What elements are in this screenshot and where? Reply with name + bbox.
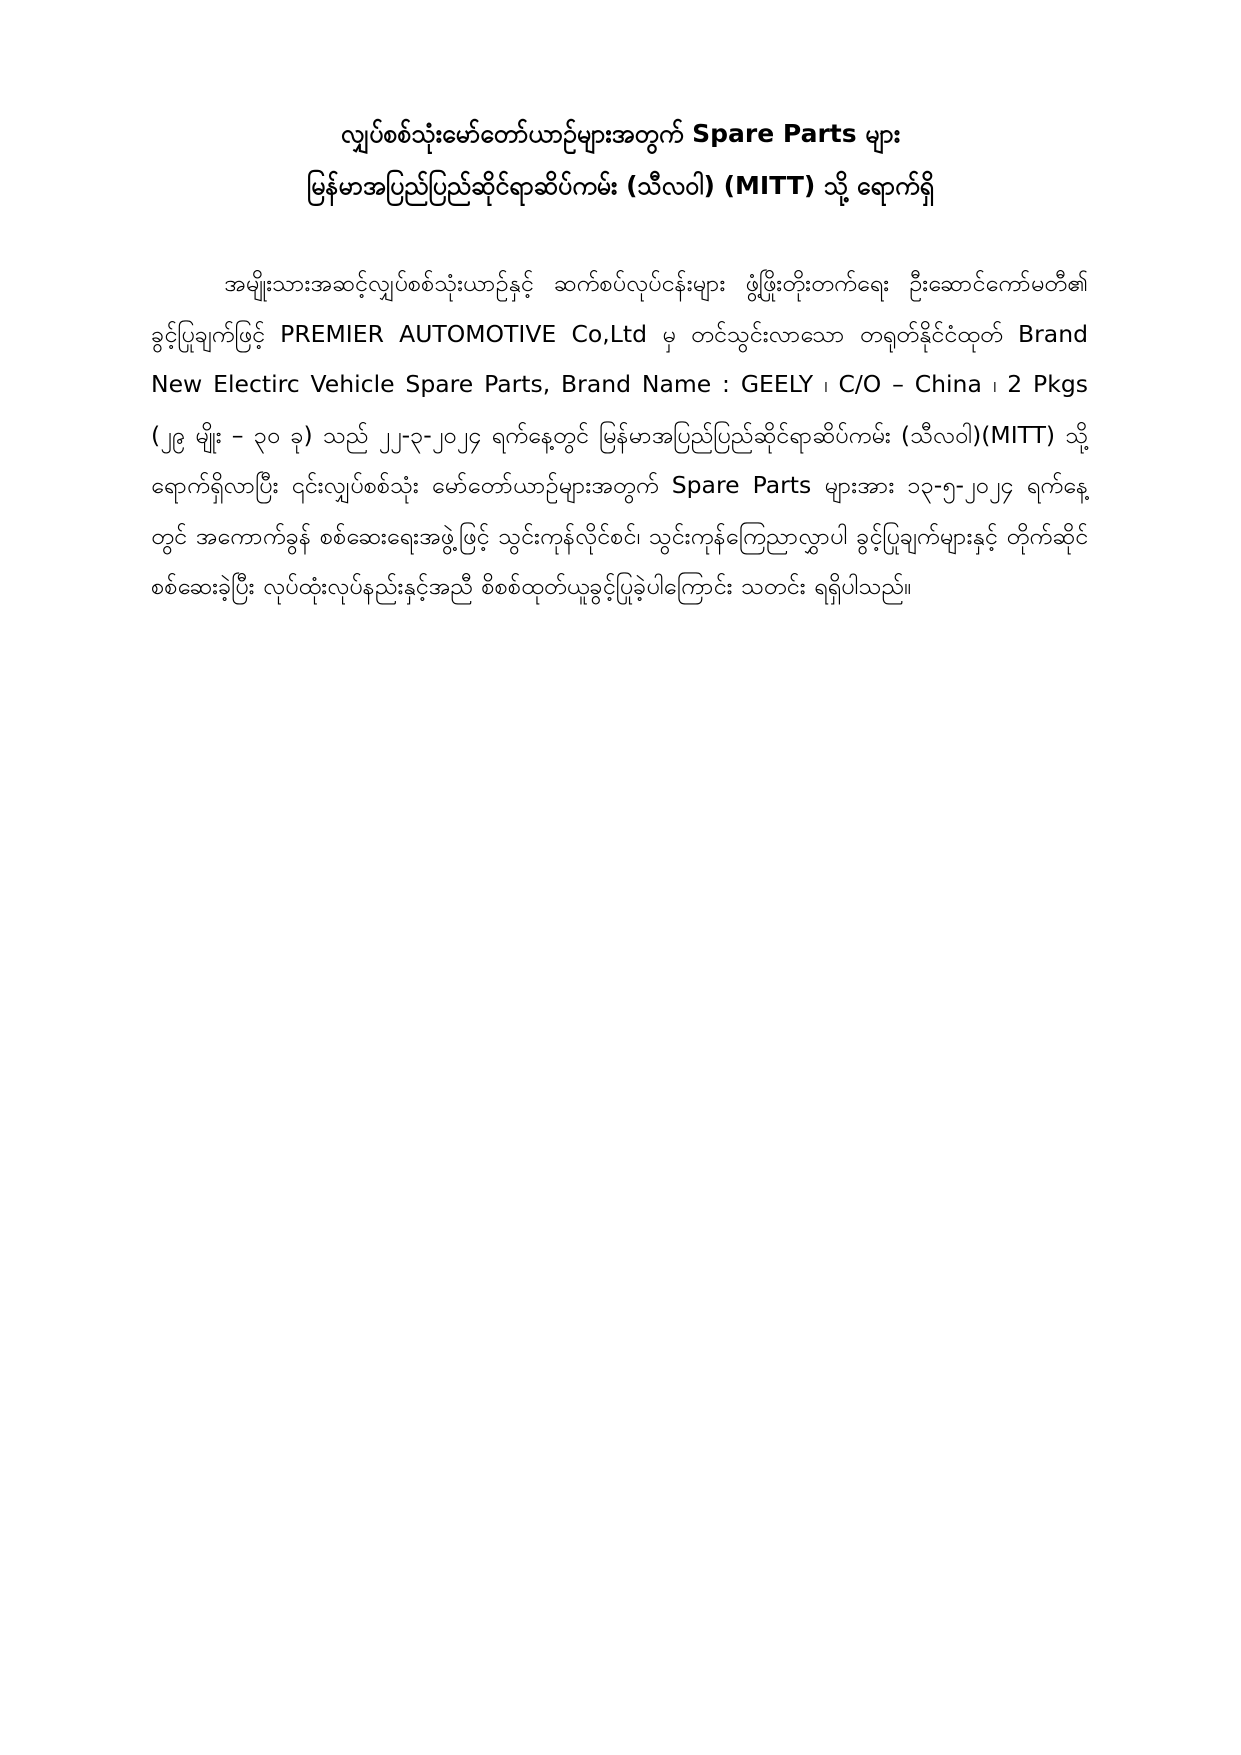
title-line-1: လျှပ်စစ်သုံးမော်တော်ယာဉ်များအတွက် Spare Parts များ <box>340 119 901 148</box>
title-line-2: မြန်မာအပြည်ပြည်ဆိုင်ရာဆိပ်ကမ်း (သီလဝါ) (MITT) သို့ ရောက်ရှိ <box>307 171 934 200</box>
body-paragraph: အမျိုးသားအဆင့်လျှပ်စစ်သုံးယာဉ်နှင့် ဆက်စပ်လုပ်ငန်းများ ဖွံ့ဖြိုးတိုးတက်ရေး ဦးဆောင်ကော်မတီ၏ ခွင့်ပြုချက်ဖြင့် PREMIER AUTOMOTIVE Co,Ltd မှ တင်သွင်းလာသော တရုတ်နိုင်ငံထုတ် Brand New Electirc Vehicle Spare Parts, Brand Name : GEELY ၊ C/O – China ၊ 2 Pkgs (၂၉ မျိုး – ၃၀ ခု) သည် ၂၂-၃-၂၀၂၄ ရက်နေ့တွင် မြန်မာအပြည်ပြည်ဆိုင်ရာဆိပ်ကမ်း (သီလဝါ)(MITT) သို့ ရောက်ရှိလာပြီး ၎င်းလျှပ်စစ်သုံး မော်တော်ယာဉ်များအတွက် Spare Parts များအား ၁၃-၅-၂၀၂၄ ရက်နေ့တွင် အကောက်ခွန် စစ်ဆေးရေးအဖွဲ့ဖြင့် သွင်းကုန်လိုင်စင်၊ သွင်းကုန်ကြေညာလွှာပါ ခွင့်ပြုချက်များနှင့် တိုက်ဆိုင်စစ်ဆေးခဲ့ပြီး လုပ်ထုံးလုပ်နည်းနှင့်အညီ စိစစ်ထုတ်ယူခွင့်ပြုခဲ့ပါကြောင်း သတင်း ရရှိပါသည်။ <box>151 269 1088 600</box>
document-title <box>150 108 1091 212</box>
